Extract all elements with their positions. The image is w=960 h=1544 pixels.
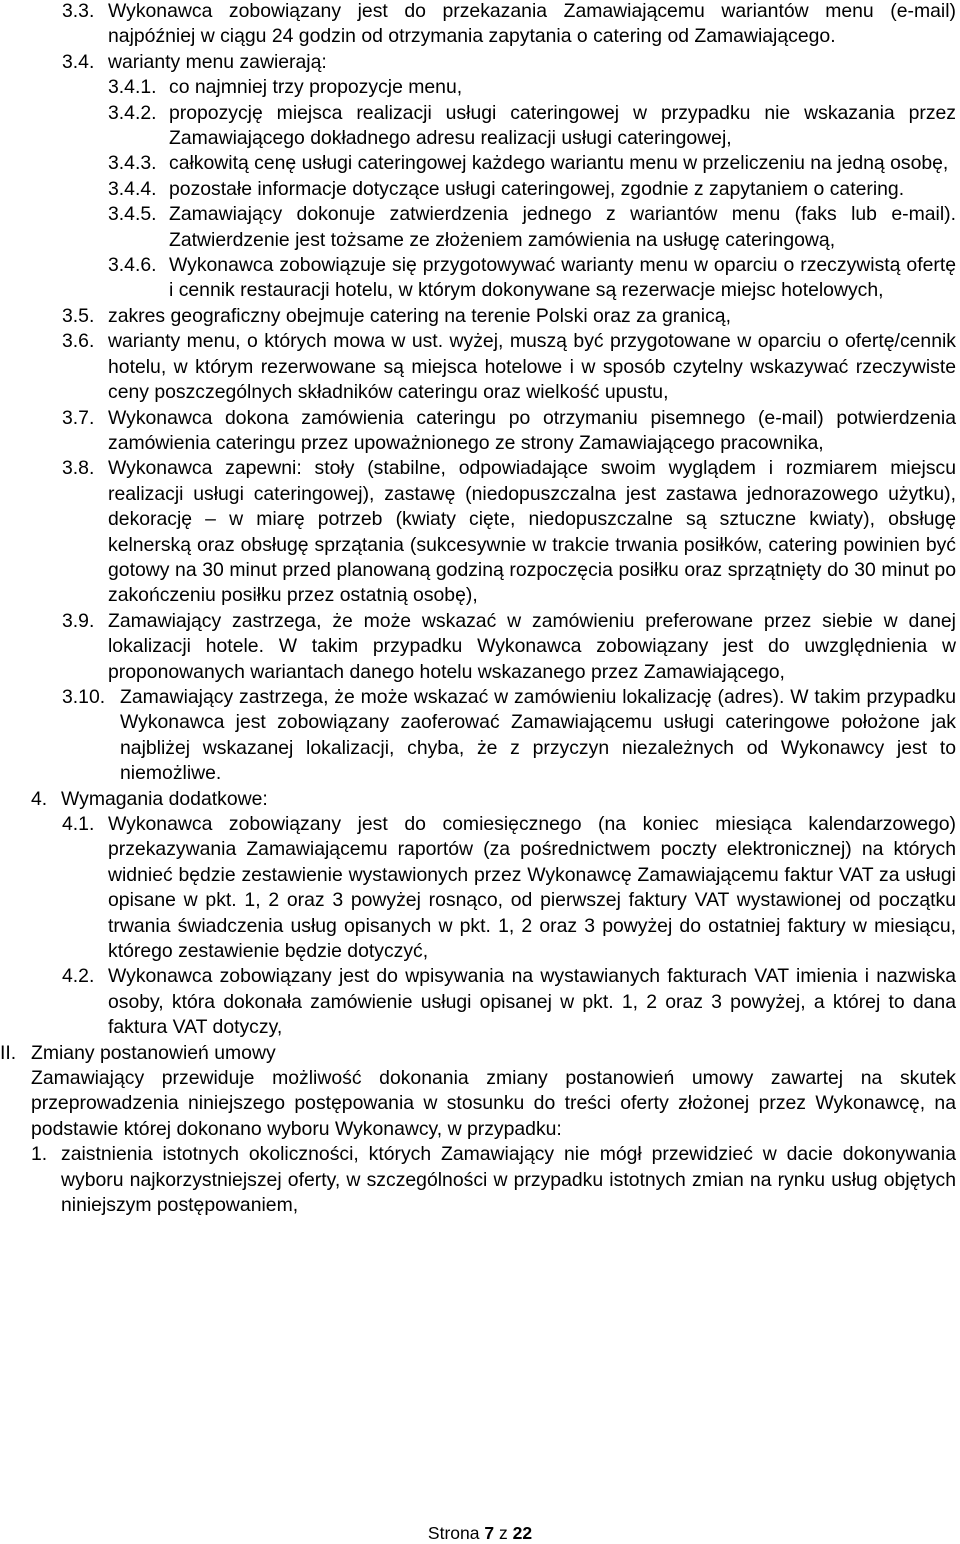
- item-text: zakres geograficzny obejmuje catering na terenie Polski oraz za granicą,: [108, 304, 731, 327]
- list-item: [31, 1142, 956, 1218]
- list-item: [62, 456, 956, 608]
- list-item: [62, 50, 956, 75]
- list-item: [108, 101, 956, 152]
- item-number: 3.10.: [62, 685, 106, 708]
- item-number: 3.4.1.: [108, 76, 157, 99]
- footer-separator: z: [498, 1523, 508, 1543]
- section-title: Zmiany postanowień umowy: [31, 1041, 276, 1064]
- item-text: Zamawiający zastrzega, że może wskazać w zamówieniu preferowane przez siebie w danej lokalizacji hotele. W takim przypadku Wykonawca zobowiązany jest do uwzględnienia w proponowanych wariantach danego hotelu wskazanego przez Zamawiającego,: [108, 609, 956, 683]
- footer-total-pages: 22: [512, 1523, 533, 1543]
- list-item: [108, 253, 956, 304]
- list-item: [108, 202, 956, 253]
- item-text: zaistnienia istotnych okoliczności, których Zamawiający nie mógł przewidzieć w dacie dokonywania wyboru najkorzystniejszej oferty, w szczególności w przypadku istotnych zmian na rynku usług objętych niniejszym postępowaniem,: [61, 1143, 956, 1217]
- item-text: co najmniej trzy propozycje menu,: [169, 76, 463, 99]
- item-number: 3.5.: [62, 304, 95, 327]
- item-text: Wykonawca zapewni: stoły (stabilne, odpowiadające swoim wyglądem i rozmiarem miejscu realizacji usługi cateringowej), zastawę (niedopuszczalna jest zastawa jednorazowego użytku), dekorację – w miarę potrzeb (kwiaty cięte, niedopuszczalne są sztuczne kwiaty), obsługę kelnerską oraz obsługę sprzątania (sukcesywnie w trakcie trwania posiłków, catering powinien być gotowy na 30 minut przed planowaną godziną rozpoczęcia posiłku oraz sprzątnięty do 30 minut po zakończeniu posiłku przez ostatnią osobę),: [108, 457, 956, 607]
- list-item: [62, 304, 956, 329]
- item-number: 3.4.2.: [108, 101, 157, 124]
- section-number: 4.: [31, 787, 48, 810]
- item-number: 3.7.: [62, 406, 95, 429]
- section-heading: [0, 1041, 960, 1066]
- item-text: propozycję miejsca realizacji usługi cateringowej w przypadku nie wskazania przez Zamawiającego dokładnego adresu realizacji usługi cateringowej,: [169, 101, 956, 150]
- item-text: Zamawiający zastrzega, że może wskazać w zamówieniu lokalizację (adres). W takim przypadku Wykonawca jest zobowiązany zaoferować Zamawiającemu usługi cateringowe położone jak najbliżej wskazanej lokalizacji, chyba, że z przyczyn niezależnych od Wykonawcy jest to niemożliwe.: [120, 685, 956, 785]
- item-text: warianty menu zawierają:: [108, 50, 327, 73]
- list-item: [62, 812, 956, 964]
- list-item: [62, 609, 956, 685]
- section-number: II.: [0, 1041, 17, 1064]
- item-text: Wykonawca zobowiązany jest do comiesięcznego (na koniec miesiąca kalendarzowego) przekazywania Zamawiającemu raportów (za pośrednictwem poczty elektronicznej) na których widnieć będzie zestawienie wystawionych przez Wykonawcę Zamawiającemu faktur VAT za usługi opisane w pkt. 1, 2 oraz 3 powyżej rosnąco, od pierwszej faktury VAT wystawionej od początku trwania świadczenia usług opisanych w pkt. 1, 2 oraz 3 powyżej do ostatniej faktury w miesiącu, którego zestawienie będzie dotyczyć,: [108, 813, 956, 963]
- paragraph: Zamawiający przewiduje możliwość dokonania zmiany postanowień umowy zawartej na skutek przeprowadzenia niniejszego postępowania w stosunku do treści oferty złożonej przez Wykonawcę, na podstawie której dokonano wyboru Wykonawcy, w przypadku:: [31, 1067, 956, 1140]
- item-number: 3.4.3.: [108, 152, 157, 175]
- item-text: Wykonawca zobowiązuje się przygotowywać warianty menu w oparciu o rzeczywistą ofertę i cennik restauracji hotelu, w którym dokonywane są rezerwacje miejsc hotelowych,: [169, 254, 956, 302]
- item-number: 4.2.: [62, 965, 95, 988]
- item-number: 3.4.4.: [108, 177, 157, 200]
- item-text: Wykonawca zobowiązany jest do przekazania Zamawiającemu wariantów menu (e-mail) najpóźniej w ciągu 24 godzin od otrzymania zapytania o catering od Zamawiającego.: [108, 0, 956, 48]
- list-item: [108, 151, 956, 176]
- item-number: 3.4.6.: [108, 254, 157, 277]
- item-text: pozostałe informacje dotyczące usługi cateringowej, zgodnie z zapytaniem o catering.: [169, 177, 905, 200]
- item-text: Zamawiający dokonuje zatwierdzenia jednego z wariantów menu (faks lub e-mail). Zatwierdzenie jest tożsame ze złożeniem zamówienia na usługę cateringową,: [169, 203, 956, 251]
- footer-current-page: 7: [484, 1523, 495, 1543]
- item-text: Wykonawca dokona zamówienia cateringu po otrzymaniu pisemnego (e-mail) potwierdzenia zamówienia cateringu przez upoważnionego ze strony Zamawiającego pracownika,: [108, 406, 956, 454]
- list-item: [62, 0, 956, 50]
- list-item: [108, 177, 956, 202]
- item-number: 3.8.: [62, 457, 95, 480]
- item-number: 4.1.: [62, 813, 95, 835]
- list-item: [62, 329, 956, 405]
- item-number: 3.4.5.: [108, 203, 157, 226]
- item-text: Wykonawca zobowiązany jest do wpisywania na wystawianych fakturach VAT imienia i nazwiska osoby, która dokonała zamówienie usługi opisanej w pkt. 1, 2 oraz 3 powyżej, a której to dana faktura VAT dotyczy,: [108, 965, 956, 1039]
- item-number: 3.9.: [62, 609, 95, 632]
- list-item: [62, 406, 956, 457]
- item-text: warianty menu, o których mowa w ust. wyżej, muszą być przygotowane w oparciu o ofertę/cennik hotelu, w którym rezerwowane są miejsca hotelowe i w sposób czytelny wskazywać rzeczywiste ceny poszczególnych składników cateringu oraz wielkość upustu,: [108, 330, 956, 404]
- item-number: 1.: [31, 1143, 48, 1166]
- list-item: [62, 964, 956, 1040]
- section-heading: [31, 787, 960, 812]
- section-title: Wymagania dodatkowe:: [61, 787, 268, 810]
- item-number: 3.3.: [62, 0, 95, 22]
- item-text: całkowitą cenę usługi cateringowej każdego wariantu menu w przeliczeniu na jedną osobę,: [169, 152, 949, 175]
- list-item: [108, 75, 956, 100]
- page-footer: [0, 1522, 960, 1544]
- footer-prefix: Strona: [427, 1523, 480, 1543]
- item-number: 3.4.: [62, 50, 95, 73]
- list-item: [62, 685, 956, 787]
- item-number: 3.6.: [62, 330, 95, 353]
